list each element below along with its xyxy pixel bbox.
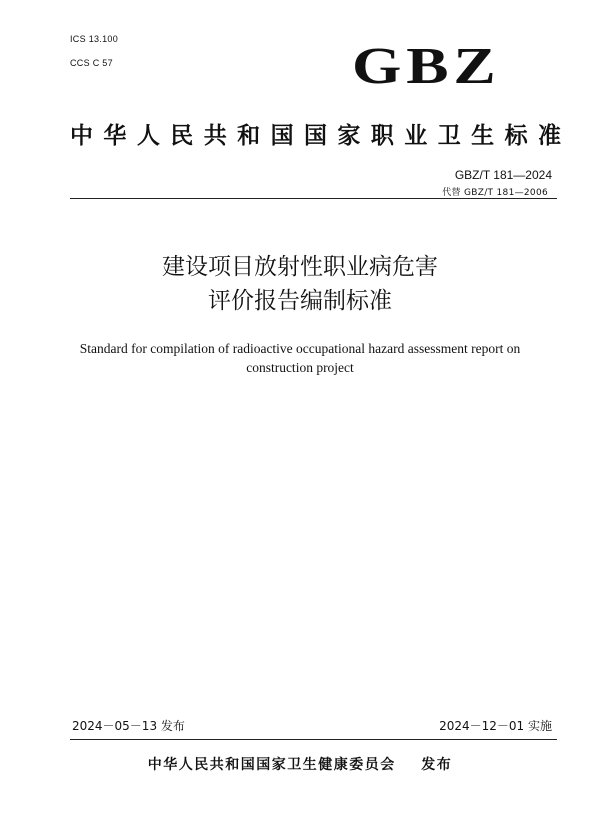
issue-date: 2024－05－13 发布: [72, 719, 185, 733]
title-english: [30, 339, 570, 377]
title-chinese-line-2: 评价报告编制标准: [208, 288, 392, 314]
title-chinese: [0, 250, 600, 318]
ics-number: ICS 13.100: [70, 34, 119, 44]
footer-divider: [70, 739, 557, 740]
title-english-line-2: construction project: [246, 360, 354, 375]
replaces-note: 代替 GBZ/T 181—2006: [442, 188, 548, 198]
ccs-number: CCS C 57: [70, 58, 113, 68]
title-english-line-1: Standard for compilation of radioactive occupational hazard assessment report on: [79, 341, 521, 356]
gbz-logo: GBZ: [352, 38, 501, 95]
implementation-date: 2024－12－01 实施: [439, 719, 552, 733]
standard-code: GBZ/T 181—2024: [454, 168, 552, 182]
title-chinese-line-1: 建设项目放射性职业病危害: [162, 254, 438, 280]
header-divider: [70, 198, 557, 199]
publisher: 中华人民共和国国家卫生健康委员会 发布: [147, 757, 453, 773]
standard-type-heading: 中华人民共和国国家职业卫生标准: [70, 123, 562, 149]
